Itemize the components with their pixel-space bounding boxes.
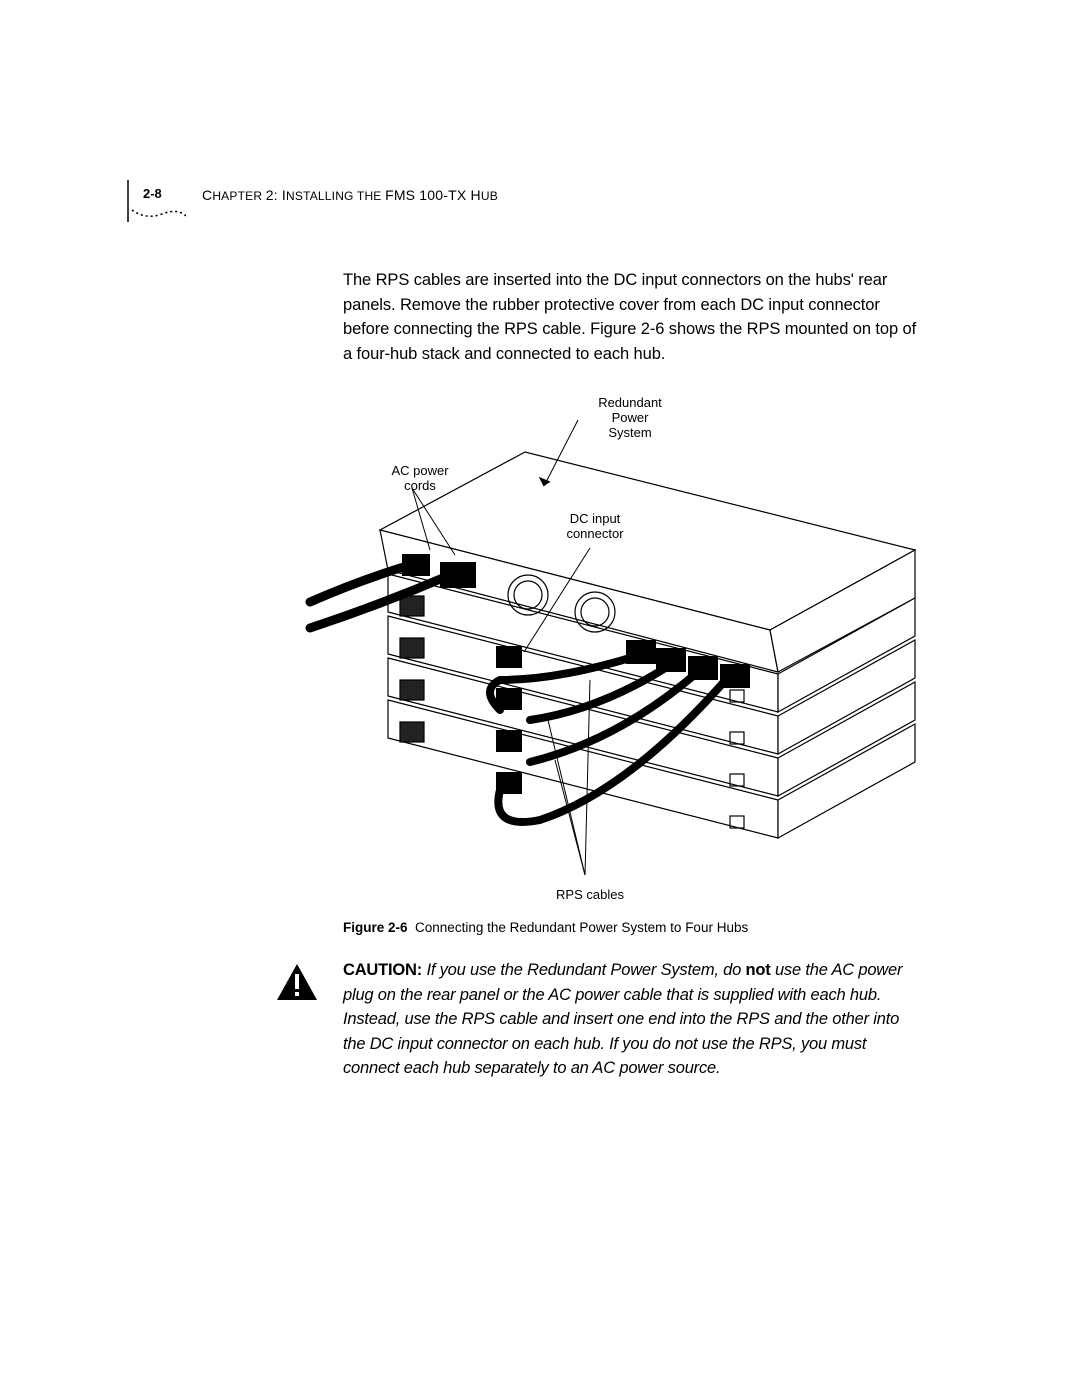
- label-rps-cables: RPS cables: [556, 887, 624, 902]
- chapter-heading: CHAPTER 2: INSTALLING THE FMS 100-TX HUB: [202, 187, 498, 203]
- label-ac-power-cords: AC power cords: [391, 463, 449, 493]
- body-paragraph: The RPS cables are inserted into the DC input connectors on the hubs' rear panels. Remove the rubber protective cover from each DC input connector before connecting the RPS cable. Figure 2-6 shows the RPS mounted on top of a four-hub stack and connected to each hub.: [343, 271, 917, 363]
- rps-hub-stack-figure: [300, 390, 940, 910]
- caution-warning-icon: [275, 962, 319, 1002]
- figure-caption: Figure 2-6 Connecting the Redundant Power System to Four Hubs: [343, 920, 749, 935]
- page-number: 2-8: [143, 186, 162, 201]
- caution-paragraph: CAUTION: If you use the Redundant Power System, do not use the AC power plug on the rear panel or the AC power cable that is supplied with each hub. Instead, use the RPS cable and insert one end into the RPS and the other into the DC input connector on each hub. If you do not use the RPS, you must connect each hub separately to an AC power source.: [343, 961, 903, 1077]
- label-dc-input-connector: DC input connector: [566, 511, 624, 541]
- label-redundant-power-system: Redundant Power System: [598, 395, 662, 440]
